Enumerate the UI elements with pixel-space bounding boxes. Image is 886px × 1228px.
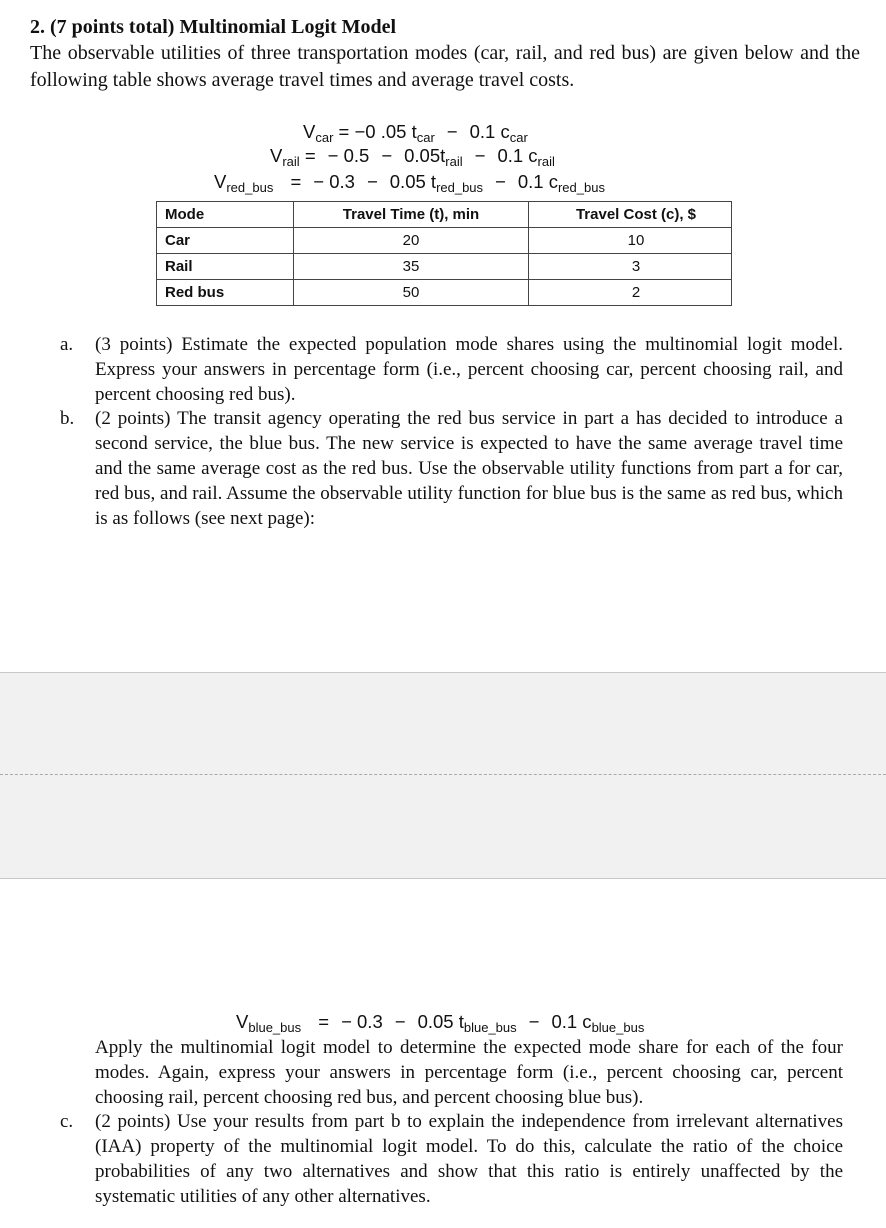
cell-cost: 2: [529, 280, 732, 306]
page-break-gap: [0, 672, 886, 879]
question-c: [60, 1109, 843, 1209]
question-a-label: a.: [60, 334, 74, 355]
question-c-label: c.: [60, 1111, 74, 1132]
question-intro: The observable utilities of three transportation modes (car, rail, and red bus) are given below and the following table shows average travel times and average travel costs.: [30, 42, 860, 91]
question-b-label: b.: [60, 408, 75, 429]
table-row: [157, 228, 732, 254]
equation-red-bus: $V_{red\_bus}$ = − 0.3 − 0.05 $t_{red\_bus} - 0.1$ $c_{red\_bus}$: [214, 171, 605, 195]
question-b-continued: Apply the multinomial logit model to determine the expected mode share for each of the four modes. Again, express your answers in percentage form (i.e., percent choosing car, percent choosing rail, percent choosing red bus, and percent choosing blue bus).: [95, 1037, 843, 1108]
question-a-text: (3 points) Estimate the expected population mode shares using the multinomial logit model. Express your answers in percentage form (i.e., percent choosing car, percent choosing rail, and percent choosing red bus).: [95, 334, 843, 405]
question-c-text: (2 points) Use your results from part b to explain the independence from irrelevant alternatives (IAA) property of the multinomial logit model. To do this, calculate the ratio of the choice probabilities of any two alternatives and show that this ratio is entirely unaffected by the systematic utilities of any other alternatives.: [95, 1111, 843, 1207]
cell-time: 50: [294, 280, 529, 306]
equation-blue-bus: $V_{blue\_bus}$ = − 0.3 − 0.05 $t_{blue\_bus} - 0.1$ $c_{blue\_bus}$: [236, 1011, 645, 1035]
question-b-text: (2 points) The transit agency operating the red bus service in part a has decided to introduce a second service, the blue bus. The new service is expected to have the same average travel time and the same average cost as the red bus. Use the observable utility functions from part a for car, red bus, and rail. Assume the observable utility function for blue bus is the same as red bus, which is as follows (see next page):: [95, 408, 843, 529]
question-a: [60, 332, 843, 407]
equation-rail: $V_{rail}$ = − $0.5 - 0.05t_{rail} - 0.1$ $c_{rail}$: [270, 145, 555, 169]
cell-mode: Car: [157, 228, 294, 254]
cell-mode: Red bus: [157, 280, 294, 306]
cell-cost: 10: [529, 228, 732, 254]
travel-data-table: [156, 201, 732, 306]
cell-time: 20: [294, 228, 529, 254]
page-break-line: [0, 774, 886, 775]
header-travel-cost: Travel Cost (c), $: [529, 202, 732, 228]
equation-car: $V_{car} = -0$ .05 $t_{car} - 0.1$ $c_{car}$: [303, 121, 528, 145]
table-row: [157, 254, 732, 280]
header-travel-time: Travel Time (t), min: [294, 202, 529, 228]
question-b: [60, 406, 843, 531]
cell-time: 35: [294, 254, 529, 280]
cell-cost: 3: [529, 254, 732, 280]
table-header-row: [157, 202, 732, 228]
question-title: 2. (7 points total) Multinomial Logit Model: [30, 16, 397, 38]
table-row: [157, 280, 732, 306]
header-mode: Mode: [157, 202, 294, 228]
cell-mode: Rail: [157, 254, 294, 280]
